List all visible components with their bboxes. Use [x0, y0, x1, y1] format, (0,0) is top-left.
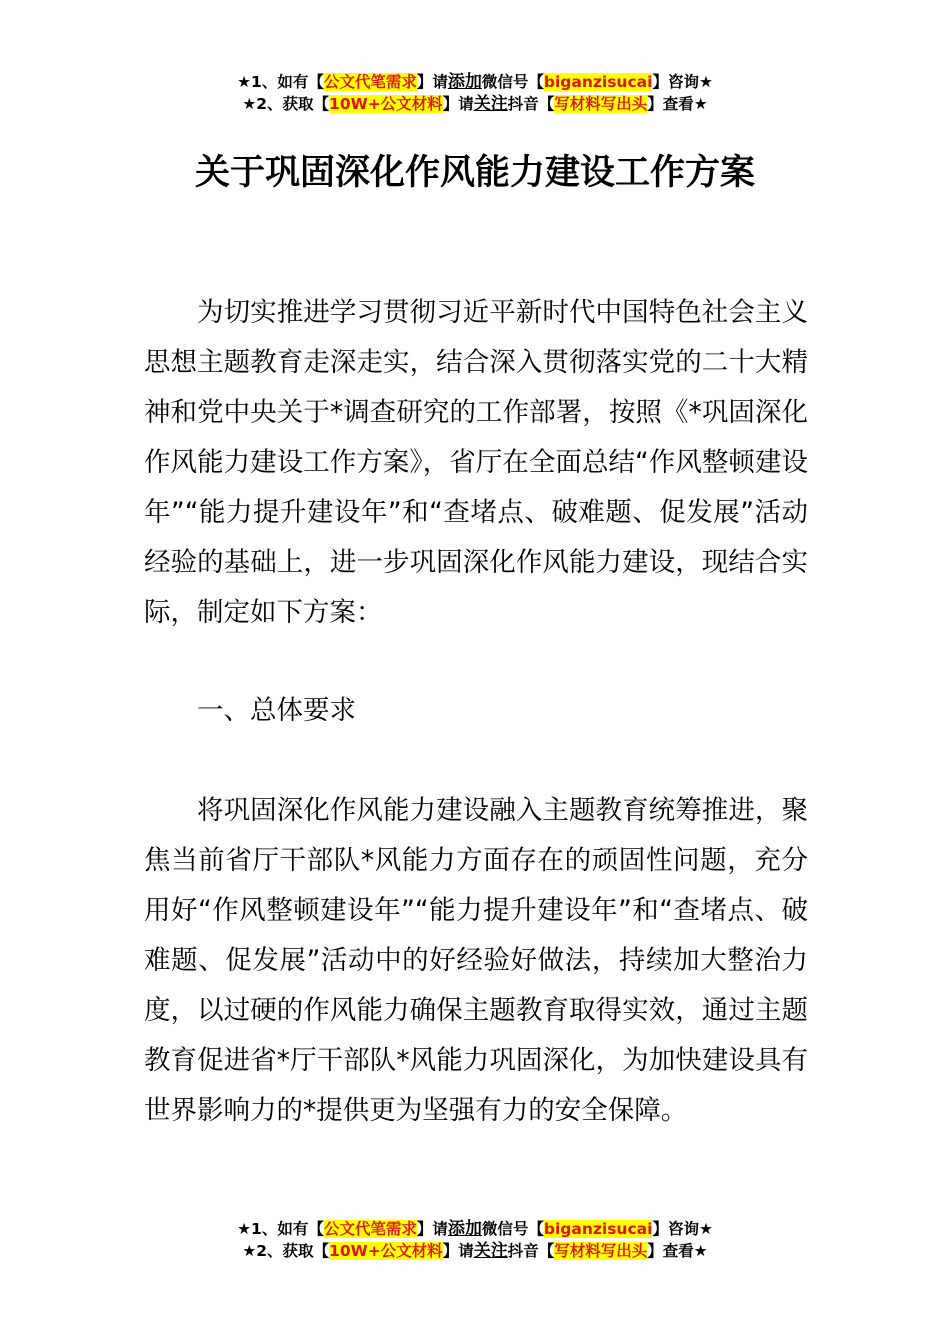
- promo-line-2-mid2: 抖音【: [507, 1242, 555, 1260]
- promo-line-2-highlight-douyin: 写材料写出头: [554, 1242, 648, 1260]
- promo-line-2-highlight-douyin: 写材料写出头: [554, 95, 648, 113]
- section-1-heading: 一、总体要求: [197, 695, 356, 726]
- promo-line-2-mid2: 抖音【: [507, 95, 555, 113]
- promo-line-1-mid: 】请: [416, 1220, 448, 1238]
- promo-line-1-highlight-wechat: biganzisucai: [543, 73, 653, 91]
- promo-line-2: [0, 93, 950, 115]
- promo-line-2: [0, 1240, 950, 1262]
- promo-line-1-underlined: 添加: [447, 72, 482, 92]
- section-1-body: 将巩固深化作风能力建设融入主题教育统筹推进，聚焦当前省厅干部队*风能力方面存在的顽固性问题，充分用好“作风整顿建设年”“能力提升建设年”和“查堵点、破难题、促发展”活动中的好经验好做法，持续加大整治力度，以过硬的作风能力确保主题教育取得实效，通过主题教育促进省*厅干部队*风能力巩固深化，为加快建设具有世界影响力的*提供更为坚强有力的安全保障。: [144, 795, 808, 1126]
- promo-line-1: [0, 71, 950, 93]
- promo-line-1-highlight-service: 公文代笔需求: [323, 1220, 417, 1238]
- promo-line-2-suffix: 】查看★: [647, 1242, 708, 1260]
- promo-line-2-prefix: ★2、获取【: [242, 95, 330, 113]
- promo-line-1-suffix: 】咨询★: [652, 73, 713, 91]
- promo-line-2-suffix: 】查看★: [647, 95, 708, 113]
- promo-line-2-mid: 】请: [442, 95, 474, 113]
- promo-line-2-underlined: 关注: [473, 94, 508, 114]
- section-1-body-block: [144, 786, 808, 1136]
- section-1-heading-block: [144, 686, 808, 736]
- promo-line-1-mid2: 微信号【: [481, 73, 544, 91]
- promo-line-1-prefix: ★1、如有【: [237, 1220, 324, 1238]
- header-promo-banner: [0, 71, 950, 115]
- promo-line-2-mid: 】请: [442, 1242, 474, 1260]
- footer-promo-banner: [0, 1218, 950, 1262]
- promo-line-1-highlight-wechat: biganzisucai: [543, 1220, 653, 1238]
- promo-line-1-mid2: 微信号【: [481, 1220, 544, 1238]
- promo-line-2-highlight-materials: 10W+公文材料: [329, 1242, 443, 1260]
- promo-line-1-highlight-service: 公文代笔需求: [323, 73, 417, 91]
- promo-line-1-mid: 】请: [416, 73, 448, 91]
- promo-line-2-highlight-materials: 10W+公文材料: [329, 95, 443, 113]
- promo-line-1-prefix: ★1、如有【: [237, 73, 324, 91]
- intro-paragraph: [144, 288, 808, 638]
- promo-line-1-suffix: 】咨询★: [652, 1220, 713, 1238]
- promo-line-1: [0, 1218, 950, 1240]
- intro-text: 为切实推进学习贯彻习近平新时代中国特色社会主义思想主题教育走深走实，结合深入贯彻落实党的二十大精神和党中央关于*调查研究的工作部署，按照《*巩固深化作风能力建设工作方案》，省厅在全面总结“作风整顿建设年”“能力提升建设年”和“查堵点、破难题、促发展”活动经验的基础上，进一步巩固深化作风能力建设，现结合实际，制定如下方案：: [144, 297, 808, 628]
- promo-line-2-underlined: 关注: [473, 1241, 508, 1261]
- promo-line-2-prefix: ★2、获取【: [242, 1242, 330, 1260]
- document-title: 关于巩固深化作风能力建设工作方案: [194, 153, 755, 193]
- promo-line-1-underlined: 添加: [447, 1219, 482, 1239]
